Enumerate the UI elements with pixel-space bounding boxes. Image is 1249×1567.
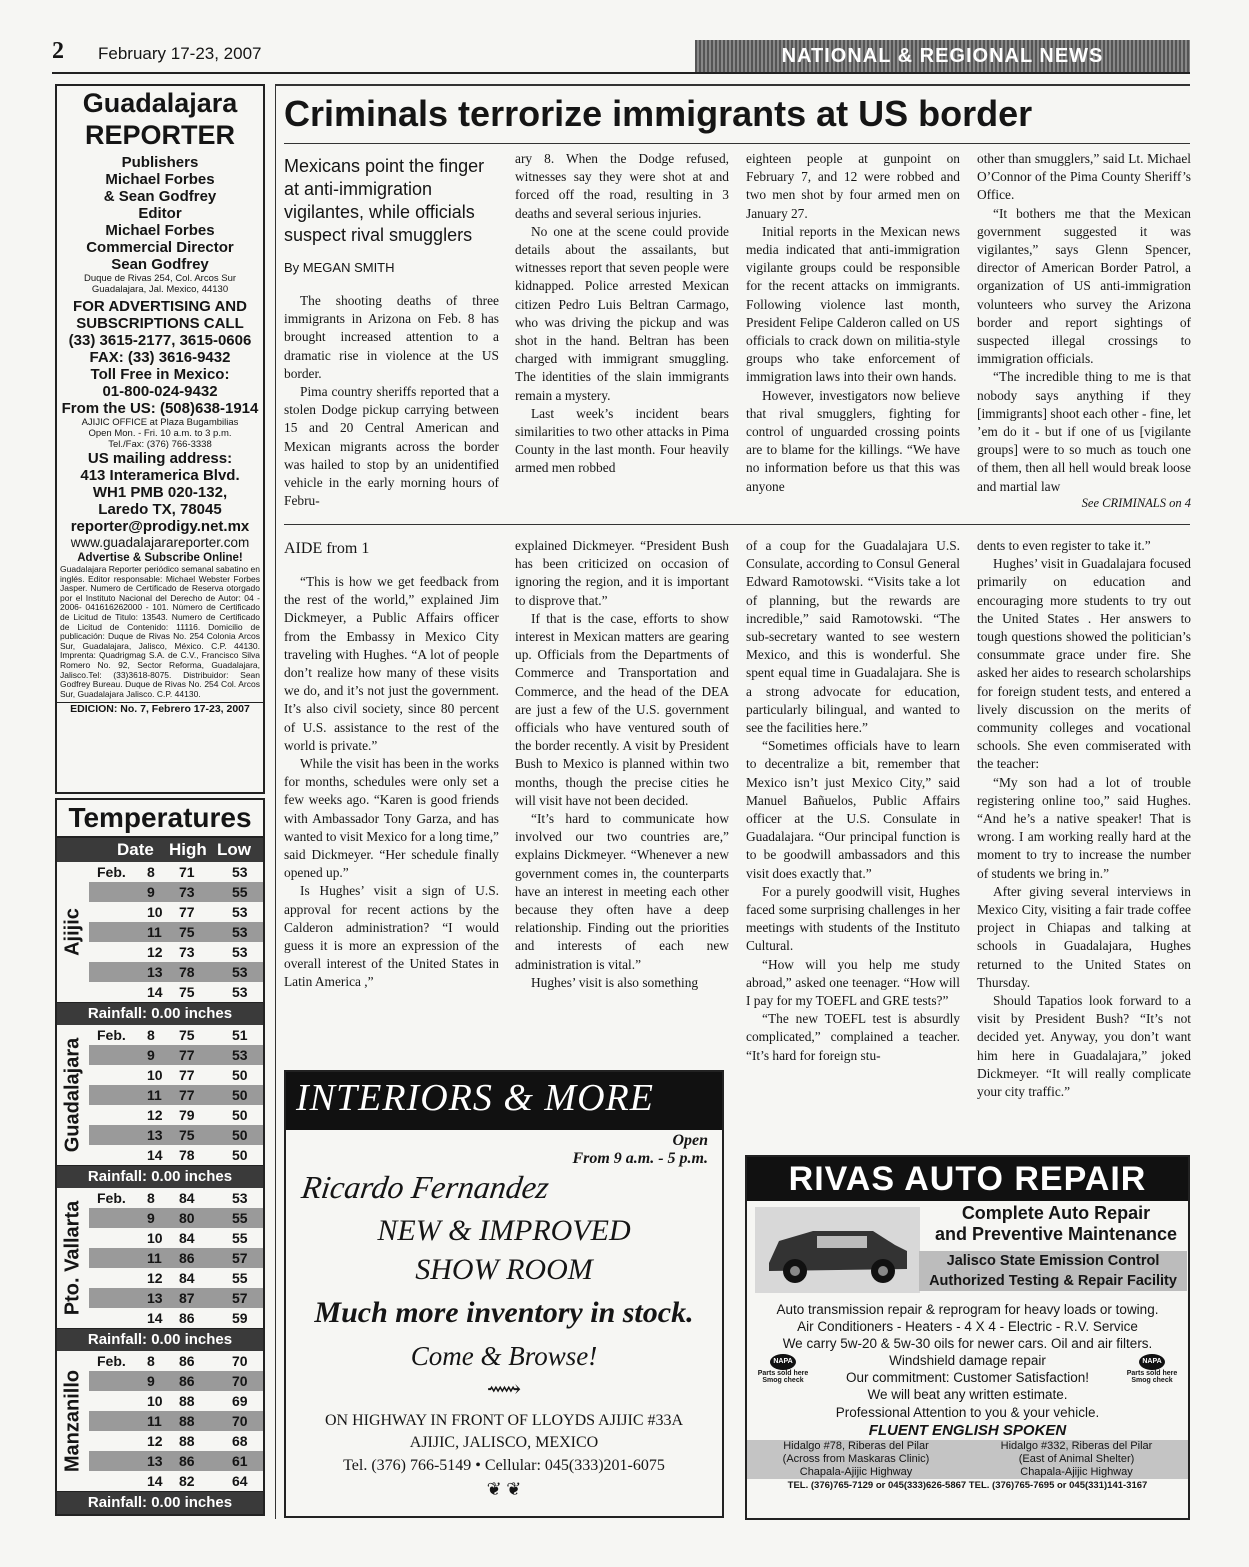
temperatures-title: Temperatures [57, 800, 263, 838]
staff-line: & Sean Godfrey [103, 188, 217, 205]
article2-col1 [284, 573, 499, 1051]
day-cell: 9 [147, 1210, 155, 1226]
day-cell: 13 [147, 1453, 163, 1469]
day-cell: 14 [147, 1310, 163, 1326]
temperature-row [89, 1411, 263, 1431]
ad-address-1: ON HIGHWAY IN FRONT OF LLOYDS AJIJIC #33A [324, 1412, 684, 1429]
low-cell: 69 [232, 1393, 248, 1409]
day-cell: 14 [147, 1147, 163, 1163]
article2-col3 [746, 537, 960, 1143]
low-cell: 55 [232, 1270, 248, 1286]
paragraph: Initial reports in the Mexican news media indicated that anti-immigration vigilante groups could be responsible for the recent attacks on immigrants. Following violence last month, President Felipe Calderon called on US officials to crack down on militia-style groups who take enforcement of immigration laws into their own hands. [746, 223, 960, 385]
service-line: Windshield damage repair [889, 1353, 1046, 1368]
ad-phone: Tel. (376) 766-5149 • Cellular: 045(333)201-6075 [343, 1457, 665, 1474]
temperature-row [89, 1248, 263, 1268]
paragraph: “It’s hard to communicate how involved our two countries are,” explains Dickmeyer. “Whenever a new government comes in, the counterparts have an interest in meeting each other because they often have a deep relationship. Finding out the priorities and interests of each new administration is vital.” [515, 811, 729, 972]
high-cell: 84 [179, 1190, 195, 1206]
service-line: Auto transmission repair & reprogram for heavy loads or towing. [776, 1302, 1159, 1317]
low-cell: 53 [232, 1047, 248, 1063]
day-cell: 13 [147, 1127, 163, 1143]
ad-subtitle-1: Complete Auto Repair [961, 1203, 1151, 1223]
car-icon [755, 1207, 920, 1293]
ad-address-2: AJIJIC, JALISCO, MEXICO [409, 1434, 599, 1451]
rainfall-row: Rainfall: 0.00 inches [57, 1166, 263, 1188]
low-cell: 53 [232, 964, 248, 980]
low-cell: 53 [232, 904, 248, 920]
day-cell: 11 [147, 924, 162, 940]
high-cell: 86 [179, 1310, 195, 1326]
service-line: Our commitment: Customer Satisfaction! [845, 1370, 1090, 1385]
byline: By MEGAN SMITH [284, 260, 395, 275]
paragraph: Hughes’ visit is also something [531, 974, 699, 990]
high-cell: 75 [179, 924, 195, 940]
day-cell: 8 [147, 1353, 155, 1369]
city-block [57, 1025, 263, 1166]
ad-title: INTERIORS & MORE [286, 1072, 722, 1130]
month-cell: Feb. [97, 1353, 126, 1369]
low-cell: 64 [232, 1473, 248, 1489]
website-link[interactable]: www.guadalajarareporter.com [70, 535, 250, 550]
napa-icon: NAPA [1139, 1354, 1165, 1370]
paragraph: After giving several interviews in Mexico City, visiting a fair trade coffee project in Chiapas and talking at schools in Guadalajara, Hughes returned to the United States on Thursday. [977, 883, 1191, 990]
paragraph: The shooting deaths of three immigrants in Arizona on Feb. 8 has brought increased attention to a dramatic rise in violence at the US border. [284, 293, 499, 381]
adv-line: From the US: (508)638-1914 [61, 400, 259, 417]
temperature-row [89, 1065, 263, 1085]
low-cell: 53 [232, 864, 248, 880]
low-cell: 50 [232, 1107, 248, 1123]
month-cell: Feb. [97, 864, 126, 880]
low-cell: 55 [232, 1210, 248, 1226]
temperature-row [89, 982, 263, 1002]
ad-subtitle-4: Authorized Testing & Repair Facility [929, 1273, 1177, 1289]
low-cell: 53 [232, 944, 248, 960]
ad-subtitle-2: and Preventive Maintenance [934, 1224, 1178, 1244]
ad-subtitle-3: Jalisco State Emission Control [946, 1253, 1160, 1269]
high-cell: 86 [179, 1453, 195, 1469]
low-cell: 51 [232, 1027, 248, 1043]
article-deck: Mexicans point the finger at anti-immigration vigilantes, while officials suspect rival smugglers [284, 156, 485, 245]
open-hours: From 9 a.m. - 5 p.m. [572, 1150, 708, 1167]
article1-col2 [515, 150, 729, 512]
city-block [57, 862, 263, 1003]
article2-col2 [515, 537, 729, 1051]
high-cell: 86 [179, 1250, 195, 1266]
temperature-row [89, 1125, 263, 1145]
temperature-row [89, 1308, 263, 1328]
temperature-row [89, 1025, 263, 1045]
low-cell: 57 [232, 1290, 248, 1306]
mail-line: US mailing address: [87, 450, 233, 467]
high-cell: 73 [179, 884, 195, 900]
paragraph: Pima country sheriffs reported that a stolen Dodge pickup carrying between 15 and 20 Central American and Mexican migrants across the border was hailed to stop by an unidentified vehicle in the early morning hours of Febru- [284, 384, 499, 509]
fluent-english: FLUENT ENGLISH SPOKEN [868, 1422, 1067, 1439]
article2-col4 [977, 537, 1191, 1143]
paragraph: of a coup for the Guadalajara U.S. Consulate, according to Consul General Edward Ramotowski. “Visits take a lot of planning, but the rewards are incredible,” said Ramotowski. “The sub-secretary wanted to see western Mexico, and this is wonderful. She spent equal time in Guadalajara. She is a strong advocate for education, particularly bilingual, and wanted to see the facilities here.” [746, 538, 960, 736]
locations [747, 1440, 1188, 1479]
signature-logo: Ricardo Fernandez [299, 1169, 552, 1205]
temperature-row [89, 1288, 263, 1308]
temperature-row [89, 1208, 263, 1228]
masthead [55, 84, 265, 794]
rivas-ad [745, 1155, 1190, 1520]
month-cell: Feb. [97, 1027, 126, 1043]
day-cell: 12 [147, 1433, 163, 1449]
service-line: We will beat any written estimate. [867, 1387, 1068, 1402]
temperatures-table [55, 798, 265, 1516]
paragraph: “It bothers me that the Mexican government suggested it was vigilantes,” says Glenn Spencer, director of American Border Patrol, a organization of US anti-immigration volunteers who survey the Arizona border and report sightings of suspected illegal crossings to immigration officials. [977, 205, 1191, 367]
high-cell: 78 [179, 964, 195, 980]
address-line: Duque de Rivas 254, Col. Arcos Sur [83, 273, 237, 284]
city-name: Guadalajara [61, 1037, 84, 1153]
high-cell: 77 [179, 1047, 195, 1063]
napa-parts: Parts sold here [1126, 1370, 1178, 1377]
column-rule [275, 84, 276, 1519]
adv-line: Toll Free in Mexico: [90, 366, 230, 383]
location-2 [1001, 1440, 1153, 1479]
ad-line-4: Come & Browse! [410, 1341, 598, 1371]
high-cell: 77 [179, 1067, 195, 1083]
ad-line-1: NEW & IMPROVED [377, 1214, 631, 1247]
paragraph: Is Hughes’ visit a sign of U.S. approval for recent actions by the Calderon administration? “I would guess it is more an expression of the overall interest of the United States in Latin America ,” [284, 883, 499, 990]
headline-bottom-rule [284, 143, 1190, 144]
staff-line: Publishers [121, 154, 199, 171]
temperature-row [89, 1145, 263, 1165]
location-line: Hidalgo #78, Riberas del Pilar [783, 1440, 929, 1452]
low-cell: 50 [232, 1067, 248, 1083]
napa-badge-left [753, 1354, 813, 1384]
day-cell: 13 [147, 964, 163, 980]
adv-line: FOR ADVERTISING AND [73, 298, 247, 315]
ad-hours [286, 1132, 722, 1168]
high-cell: 88 [179, 1393, 195, 1409]
ajijic-office: AJIJIC OFFICE at Plaza Bugambilias [81, 417, 239, 428]
paragraph: While the visit has been in the works for months, schedules were only set a few weeks ago. “Karen is good friends with Ambassador Tony Garza, and has wanted to visit Mexico for a long time,” said Dickmeyer. “Her schedule finally opened up.” [284, 756, 499, 881]
day-cell: 10 [147, 1393, 163, 1409]
napa-row [747, 1352, 1188, 1404]
month-cell: Feb. [97, 1190, 126, 1206]
paragraph: “Sometimes officials have to learn to decentralize a bit, remember that Mexico isn’t just Mexico City,” said Manuel Bañuelos, Public Affairs officer at the U.S. Consulate in Guadalajara. “Our principal function is to be goodwill ambassadors and this visit does exactly that.” [746, 738, 960, 881]
location-line: Chapala-Ajijic Highway [799, 1466, 913, 1478]
temperature-row [89, 1391, 263, 1411]
masthead-staff [57, 154, 263, 273]
day-cell: 8 [147, 1027, 155, 1043]
temperature-row [89, 1351, 263, 1371]
city-name: Manzanillo [61, 1369, 84, 1473]
low-cell: 70 [232, 1373, 248, 1389]
low-cell: 59 [232, 1310, 248, 1326]
issue-date: February 17-23, 2007 [98, 44, 262, 63]
high-cell: 71 [179, 864, 195, 880]
masthead-name-2: REPORTER [84, 120, 236, 150]
paragraph: For a purely goodwill visit, Hughes faced some surprising challenges in her meetings with students of the Instituto Cultural. [746, 883, 960, 954]
temperature-row [89, 862, 263, 882]
low-cell: 70 [232, 1413, 248, 1429]
low-cell: 57 [232, 1250, 248, 1266]
staff-line: Michael Forbes [105, 171, 215, 188]
temperature-row [89, 1085, 263, 1105]
ornament-icon: ❦ ❦ [486, 1479, 522, 1499]
temperature-row [89, 1188, 263, 1208]
article1-col3 [746, 150, 960, 512]
interiors-ad [284, 1070, 724, 1518]
header-high: High [169, 840, 207, 859]
page-number: 2 [52, 38, 64, 64]
temperature-row [89, 1105, 263, 1125]
high-cell: 77 [179, 904, 195, 920]
low-cell: 70 [232, 1353, 248, 1369]
subscribe-link[interactable]: Advertise & Subscribe Online! [77, 552, 243, 564]
ajijic-phone: Tel./Fax: (376) 766-3338 [108, 439, 212, 450]
paragraph: ary 8. When the Dodge refused, witnesses say they were shot at and forced off the road, resulting in 3 deaths and several serious injuries. [515, 151, 729, 221]
low-cell: 68 [232, 1433, 248, 1449]
article1-col1 [284, 292, 499, 512]
napa-smog: Smog check [762, 1377, 804, 1384]
low-cell: 61 [232, 1453, 248, 1469]
rainfall-row: Rainfall: 0.00 inches [57, 1003, 263, 1025]
rainfall-row: Rainfall: 0.00 inches [57, 1329, 263, 1351]
paragraph: “My son had a lot of trouble registering online too,” said Hughes. “And he’s a native speaker! That is wrong. I am working really hard at the moment to try to increase the number of students we bring in.” [977, 774, 1191, 881]
paragraph: “This is how we get feedback from the rest of the world,” explained Jim Dickmeyer, a Public Affairs officer from the Embassy in Mexico City traveling with Hughes. “A lot of people don’t realize how many of these visits we do, and it’s not just the government. It’s also civil society, since 80 percent of U.S. assistance to the rest of the world is private.” [284, 574, 499, 753]
mail-line: 413 Interamerica Blvd. [80, 467, 240, 484]
staff-line: Commercial Director [86, 239, 234, 256]
location-line: (Across from Maskaras Clinic) [782, 1453, 930, 1465]
high-cell: 77 [179, 1087, 195, 1103]
high-cell: 78 [179, 1147, 195, 1163]
high-cell: 75 [179, 1127, 195, 1143]
city-label [57, 862, 89, 1002]
day-cell: 11 [147, 1413, 162, 1429]
high-cell: 75 [179, 984, 195, 1000]
temperature-row [89, 1431, 263, 1451]
temperature-row [89, 922, 263, 942]
paragraph: Hughes’ visit in Guadalajara focused primarily on education and encouraging more students to try out the United States . Her answers to tough questions showed the politician’s consummate grace under fire. She asked her aides to research scholarships for foreign student tests, and entered a lively discussion on the merits of community colleges and vocational schools. She even commiserated with the teacher: [977, 556, 1191, 772]
low-cell: 55 [232, 884, 248, 900]
high-cell: 86 [179, 1373, 195, 1389]
day-cell: 12 [147, 1270, 163, 1286]
paragraph: Should Tapatios look forward to a visit by President Bush? “It’s not decided yet. Anyway, you don’t want him here in Guadalajara,” joked Dickmeyer. “It will really complicate your city traffic.” [977, 993, 1191, 1100]
low-cell: 50 [232, 1127, 248, 1143]
rainfall-row: Rainfall: 0.00 inches [57, 1492, 263, 1514]
day-cell: 10 [147, 904, 163, 920]
staff-line: Sean Godfrey [111, 256, 209, 273]
temperature-row [89, 1371, 263, 1391]
ad-title: RIVAS AUTO REPAIR [747, 1157, 1188, 1201]
location-line: Hidalgo #332, Riberas del Pilar [1000, 1440, 1153, 1452]
staff-line: Editor [138, 205, 182, 222]
high-cell: 79 [179, 1107, 195, 1123]
service-line: We carry 5w-20 & 5w-30 oils for newer cars. Oil and air filters. [782, 1336, 1153, 1351]
flourish-icon: ⟿ [486, 1377, 522, 1403]
napa-smog: Smog check [1131, 1377, 1173, 1384]
headline: Criminals terrorize immigrants at US border [284, 93, 1033, 134]
temperature-row [89, 962, 263, 982]
napa-parts: Parts sold here [757, 1370, 809, 1377]
city-label [57, 1025, 89, 1165]
day-cell: 12 [147, 1107, 163, 1123]
jump-label: AIDE from 1 [284, 540, 370, 557]
location-1 [783, 1440, 930, 1479]
day-cell: 13 [147, 1290, 163, 1306]
location-line: (East of Animal Shelter) [1018, 1453, 1135, 1465]
high-cell: 84 [179, 1230, 195, 1246]
low-cell: 50 [232, 1147, 248, 1163]
day-cell: 10 [147, 1230, 163, 1246]
day-cell: 9 [147, 1047, 155, 1063]
mail-line: Laredo TX, 78045 [98, 501, 222, 518]
temperature-row [89, 1471, 263, 1491]
day-cell: 14 [147, 984, 163, 1000]
header-rule [52, 72, 1190, 74]
city-name: Ajijic [61, 908, 84, 956]
legal-text: Guadalajara Reporter periódico semanal sabatino en inglés. Editor responsable: Michael Webster Forbes Jasper. Numero de Certificado de Reserva otorgado por el Instituto Nacional del Derecho de Autor: 04 - 2006- 041616262000 - 101. Número de Certificado de Licitud de Titulo: 13543. Numero de Certificado de Licitud de Contenido: 11116. Domicilio de publicación: Duque de Rivas No. 254 Colonia Arcos Sur, Guadalajara, Jalisco, México. C.P. 44130. Imprenta: Quadrigmag S.A. de C.V., Francisco Silva Romero No. 92, Sector Reforma, Guadalajara, Jalisco.Tel: (33)3618-8075. Distribuidor: Sean Godfrey Bureau. Duque de Rivas No. 254 Col. Arcos Sur, Guadalajara Jalisco. C.P. 44130. [60, 564, 260, 699]
continued-link[interactable]: See CRIMINALS on 4 [1081, 496, 1191, 510]
address-line: Guadalajara, Jal. Mexico, 44130 [91, 284, 229, 295]
low-cell: 55 [232, 1230, 248, 1246]
adv-line: SUBSCRIPTIONS CALL [76, 315, 244, 332]
masthead-name-1: Guadalajara [82, 88, 238, 118]
ad-phones: TEL. (376)765-7129 or 045(333)626-5867 TEL. (376)765-7695 or 045(331)141-3167 [787, 1480, 1148, 1491]
day-cell: 9 [147, 884, 155, 900]
location-line: Chapala-Ajijic Highway [1020, 1466, 1133, 1478]
high-cell: 82 [179, 1473, 195, 1489]
paragraph: other than smugglers,” said Lt. Michael O’Connor of the Pima County Sheriff’s Office. [977, 151, 1191, 203]
high-cell: 88 [179, 1413, 195, 1429]
paragraph: eighteen people at gunpoint on February 7, and 12 were robbed and two men shot by four armed men on January 27. [746, 151, 960, 221]
napa-icon: NAPA [770, 1354, 796, 1370]
city-label [57, 1188, 89, 1328]
paragraph: “The incredible thing to me is that nobody says anything if they [immigrants] shoot each other - fine, let ’em do it - but if one of us [vigilante groups] were to so much as touch one of them, then all hell would break loose and martial law [977, 369, 1191, 494]
paragraph: However, investigators now believe that rival smugglers, fighting for control of unguarded crossing points are to blame for the killings. “We have no information before us that this was anyone [746, 387, 960, 494]
paragraph: dents to even register to take it.” [977, 538, 1151, 553]
adv-line: FAX: (33) 3616-9432 [89, 349, 231, 366]
high-cell: 86 [179, 1353, 195, 1369]
temperature-row [89, 1451, 263, 1471]
edition-line: EDICION: No. 7, Febrero 17-23, 2007 [57, 702, 263, 715]
article1-col4 [977, 150, 1191, 495]
paragraph: If that is the case, efforts to show interest in Mexican matters are gearing up. Officials from the Departments of Commerce and Transportation and Commerce, and the head of the DEA are just a few of the U.S. government officials who have ventured south of the border recently. A visit by President Bush to Mexico is planned within two months, though the precise cities he will visit have not been decided. [515, 610, 729, 808]
day-cell: 11 [147, 1250, 162, 1266]
staff-line: Michael Forbes [105, 222, 215, 239]
mail-line: WH1 PMB 020-132, [92, 484, 228, 501]
header-low: Low [217, 840, 251, 859]
paragraph: No one at the scene could provide details about the assailants, but witnesses report that seven people were kidnapped. Police arrested Mexican citizen Pedro Luis Beltran Carmago, who was driving the pickup and was shot in the hand. Beltran has been charged with immigrant smuggling. The identities of the slain immigrants remain a mystery. [515, 223, 729, 403]
paragraph: “How will you help me study abroad,” asked one teenager. “How will I pay for my TOEFL and GRE tests?” [746, 956, 960, 1009]
low-cell: 53 [232, 984, 248, 1000]
city-block [57, 1188, 263, 1329]
city-blocks [57, 862, 263, 1514]
service-line: Professional Attention to you & your vehicle. [835, 1405, 1100, 1420]
day-cell: 14 [147, 1473, 163, 1489]
high-cell: 75 [179, 1027, 195, 1043]
section-banner: NATIONAL & REGIONAL NEWS [695, 40, 1190, 72]
adv-line: (33) 3615-2177, 3615-0606 [68, 332, 252, 349]
day-cell: 8 [147, 864, 155, 880]
email-link[interactable]: reporter@prodigy.net.mx [70, 518, 250, 535]
day-cell: 8 [147, 1190, 155, 1206]
day-cell: 10 [147, 1067, 163, 1083]
temperature-row [89, 1268, 263, 1288]
ad-top [747, 1201, 1188, 1301]
napa-badge-right [1122, 1354, 1182, 1384]
temperatures-header [57, 838, 263, 862]
paragraph: “The new TOEFL test is absurdly complicated,” complained a teacher. “It’s hard for foreign stu- [746, 1011, 960, 1063]
city-name: Pto. Vallarta [61, 1200, 84, 1316]
high-cell: 84 [179, 1270, 195, 1286]
temperature-row [89, 1045, 263, 1065]
paragraph: Last week’s incident bears similarities to two other attacks in Pima County in the last month. Four heavily armed men robbed [515, 405, 729, 476]
header-date: Date [117, 840, 154, 859]
day-cell: 9 [147, 1373, 155, 1389]
ad-line-2: SHOW ROOM [415, 1253, 593, 1286]
low-cell: 53 [232, 924, 248, 940]
low-cell: 53 [232, 1190, 248, 1206]
city-label [57, 1351, 89, 1491]
city-block [57, 1351, 263, 1492]
adv-line: 01-800-024-9432 [102, 383, 218, 400]
paragraph: explained Dickmeyer. “President Bush has been criticized on occasion of ignoring the region, and it is important to disprove that.” [515, 538, 729, 608]
high-cell: 80 [179, 1210, 195, 1226]
temperature-row [89, 902, 263, 922]
ajijic-hours: Open Mon. - Fri. 10 a.m. to 3 p.m. [88, 428, 232, 439]
article-divider [284, 524, 1190, 525]
high-cell: 87 [179, 1290, 195, 1306]
day-cell: 11 [147, 1087, 162, 1103]
headline-top-rule [275, 84, 1190, 86]
service-line: Air Conditioners - Heaters - 4 X 4 - Electric - R.V. Service [797, 1319, 1138, 1334]
open-label: Open [672, 1132, 708, 1149]
high-cell: 88 [179, 1433, 195, 1449]
temperature-row [89, 882, 263, 902]
low-cell: 50 [232, 1087, 248, 1103]
day-cell: 12 [147, 944, 163, 960]
temperature-row [89, 1228, 263, 1248]
temperature-row [89, 942, 263, 962]
ad-line-3: Much more inventory in stock. [314, 1296, 694, 1329]
high-cell: 73 [179, 944, 195, 960]
